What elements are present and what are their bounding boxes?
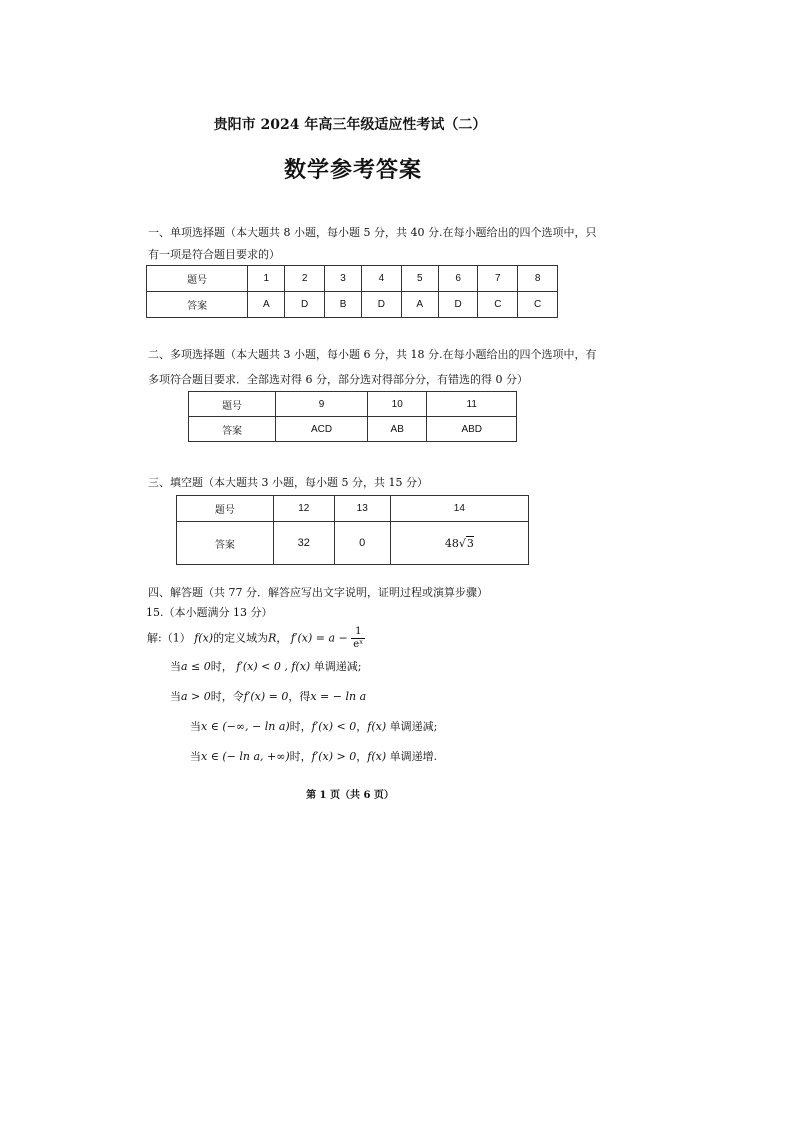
fraction-denominator: eˣ xyxy=(353,639,364,650)
answer-cell: ACD xyxy=(276,417,368,442)
multiple-choice-answer-table xyxy=(188,391,517,442)
condition: a ≤ 0 xyxy=(181,660,211,673)
text-then: 时， xyxy=(289,720,312,733)
table-row-answers xyxy=(189,417,517,442)
answer14-coefficient: 48 xyxy=(444,536,459,550)
question-number: 9 xyxy=(276,392,368,417)
table-row-questions xyxy=(147,266,558,292)
function-symbol: f(x) xyxy=(367,720,387,733)
sqrt-symbol: √ xyxy=(458,536,466,550)
real-set-symbol: R xyxy=(268,631,277,645)
table-row-questions xyxy=(177,496,529,522)
fraction xyxy=(351,626,365,651)
fraction-numerator: 1 xyxy=(351,626,365,639)
answer-cell: C xyxy=(478,292,518,318)
function-symbol: f(x) xyxy=(367,750,387,763)
text-when: 当 xyxy=(190,750,201,763)
document-subtitle: 数学参考答案 xyxy=(283,157,422,183)
page-number-footer: 第 1 页（共 6 页） xyxy=(306,790,394,801)
section1-instruction-line1: 一、单项选择题（本大题共 8 小题，每小题 5 分，共 40 分.在每小题给出的四个选项中，只 xyxy=(148,226,597,239)
table-row-answers xyxy=(177,522,529,565)
monotonic-text: 单调递减; xyxy=(389,720,438,733)
domain-text: 的定义域为 xyxy=(213,631,269,645)
row-label-question: 题号 xyxy=(147,266,248,292)
text-when: 当 xyxy=(170,690,181,703)
question-number: 2 xyxy=(285,266,325,292)
answer-cell: 0 xyxy=(334,522,390,565)
interval: x ∈ (− ln a, +∞) xyxy=(201,750,290,763)
comma: ， xyxy=(356,720,368,733)
row-label-question: 题号 xyxy=(189,392,276,417)
question-number: 6 xyxy=(438,266,478,292)
table-row-questions xyxy=(189,392,517,417)
text-get: ，得 xyxy=(288,690,311,703)
question-number: 7 xyxy=(478,266,518,292)
answer-cell: C xyxy=(518,292,558,318)
section2-instruction-line2: 多项符合题目要求．全部选对得 6 分，部分选对得部分分，有错选的得 0 分） xyxy=(148,373,528,386)
answer-cell: D xyxy=(362,292,402,318)
question-number: 12 xyxy=(273,496,334,522)
question-number: 11 xyxy=(427,392,517,417)
answer-cell: D xyxy=(438,292,478,318)
solution-line-5 xyxy=(190,750,437,764)
answer-cell: B xyxy=(325,292,362,318)
question-number: 4 xyxy=(362,266,402,292)
condition: a > 0 xyxy=(181,690,211,703)
question-number: 5 xyxy=(401,266,438,292)
row-label-question: 题号 xyxy=(177,496,274,522)
derivative-expression: f′(x) = a − xyxy=(290,631,348,645)
exam-title: 贵阳市 2024 年高三年级适应性考试（二） xyxy=(213,117,487,133)
answer-cell: ABD xyxy=(427,417,517,442)
comma: ， xyxy=(356,750,368,763)
solution-part-label: 解:（1） xyxy=(147,631,191,645)
solution-line-1: 解:（1） f(x)的定义域为R， f′(x) = a − $\frac{1}{\text{eˣ}}$ xyxy=(147,626,364,650)
text-when: 当 xyxy=(190,720,201,733)
answer-cell: A xyxy=(248,292,285,318)
section2-instruction-line1: 二、多项选择题（本大题共 3 小题，每小题 6 分，共 18 分.在每小题给出的四个选项中，有 xyxy=(148,348,597,361)
section4-instruction: 四、解答题（共 77 分．解答应写出文字说明，证明过程或演算步骤） xyxy=(148,586,488,599)
solution-line-4 xyxy=(190,720,437,734)
question-number: 13 xyxy=(334,496,390,522)
text-then: 时， xyxy=(289,750,312,763)
solution-line-2 xyxy=(170,660,361,674)
derivative-condition: f′(x) < 0 , f(x) xyxy=(236,660,311,673)
critical-point: x = − ln a xyxy=(310,690,367,703)
question-number: 1 xyxy=(248,266,285,292)
monotonic-text: 单调递增. xyxy=(389,750,438,763)
answer-cell: 32 xyxy=(273,522,334,565)
derivative-condition: f′(x) < 0 xyxy=(311,720,357,733)
question15-heading: 15.（本小题满分 13 分） xyxy=(146,606,273,619)
text-when: 当 xyxy=(170,660,181,673)
answer14-radicand: 3 xyxy=(466,536,474,550)
derivative-condition: f′(x) > 0 xyxy=(311,750,357,763)
monotonic-text: 单调递减; xyxy=(313,660,362,673)
question-number: 10 xyxy=(367,392,427,417)
answer-cell: A xyxy=(401,292,438,318)
text-then: 时， xyxy=(210,660,233,673)
question-number: 3 xyxy=(325,266,362,292)
question-number: 14 xyxy=(390,496,528,522)
fill-in-answer-table xyxy=(176,495,529,565)
interval: x ∈ (−∞, − ln a) xyxy=(201,720,290,733)
text-let: 时，令 xyxy=(210,690,244,703)
answer-cell: AB xyxy=(367,417,427,442)
section1-instruction-line2: 有一项是符合题目要求的） xyxy=(148,248,280,261)
question-number: 8 xyxy=(518,266,558,292)
answer-cell-radical xyxy=(390,522,528,565)
section3-instruction: 三、填空题（本大题共 3 小题，每小题 5 分，共 15 分） xyxy=(148,476,428,489)
solution-line-3 xyxy=(170,690,366,704)
row-label-answer: 答案 xyxy=(189,417,276,442)
derivative-equation: f′(x) = 0 xyxy=(243,690,289,703)
table-row-answers xyxy=(147,292,558,318)
row-label-answer: 答案 xyxy=(147,292,248,318)
single-choice-answer-table xyxy=(146,265,558,318)
function-symbol: f(x) xyxy=(194,631,214,645)
row-label-answer: 答案 xyxy=(177,522,274,565)
answer-cell: D xyxy=(285,292,325,318)
